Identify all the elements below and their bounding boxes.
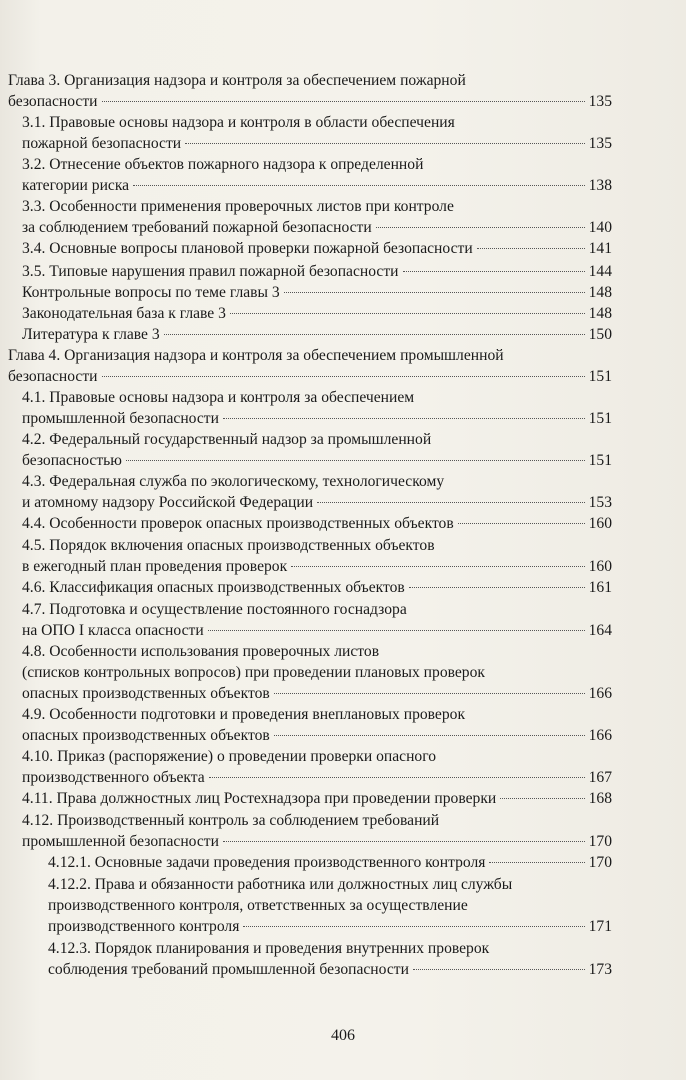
toc-entry-last-line: [22, 450, 612, 471]
page-number: 406: [331, 1027, 355, 1044]
toc-entry: [22, 577, 612, 598]
toc-entry-text: 4.5. Порядок включения опасных производственных объектов: [22, 537, 435, 554]
toc-entry-last-line: [22, 513, 612, 534]
toc-entry-text: 3.3. Особенности применения проверочных листов при контроле: [22, 198, 454, 215]
toc-entry-text: 4.11. Права должностных лиц Ростехнадзора при проведении проверки: [22, 790, 497, 807]
toc-entry: [22, 788, 612, 809]
toc-entry: [22, 641, 612, 704]
toc-entry: [48, 938, 612, 980]
dot-leader: [185, 143, 584, 144]
toc-entry-last-line: [22, 620, 612, 641]
toc-entry-text: пожарной безопасности: [22, 135, 182, 152]
toc-entry-text: 4.12.2. Права и обязанности работника или должностных лиц службы: [48, 876, 513, 893]
toc-page-number: 170: [588, 833, 612, 850]
toc-page-number: 160: [588, 558, 612, 575]
toc-entry-last-line: [22, 133, 612, 154]
toc-entry-text: Контрольные вопросы по теме главы 3: [22, 284, 280, 301]
toc-entry-text: 4.3. Федеральная служба по экологическому, технологическому: [22, 473, 445, 490]
toc-entry-text: соблюдения требований промышленной безопасности: [48, 961, 409, 978]
toc-entry-text: за соблюдением требований пожарной безопасности: [22, 219, 372, 236]
toc-page-number: 148: [588, 284, 612, 301]
toc-entry-text: Законодательная база к главе 3: [22, 305, 226, 322]
toc-entry-text: Глава 4. Организация надзора и контроля за обеспечением промышленной: [8, 347, 504, 364]
toc-entry: [22, 429, 612, 471]
dot-leader: [489, 862, 584, 863]
dot-leader: [274, 735, 585, 736]
toc-page-number: 167: [588, 769, 612, 786]
dot-leader: [243, 926, 584, 927]
dot-leader: [284, 292, 585, 293]
toc-entry-text: производственного объекта: [22, 769, 205, 786]
toc-page-number: 135: [588, 135, 612, 152]
toc-entry-text: 3.4. Основные вопросы плановой проверки пожарной безопасности: [22, 240, 473, 257]
toc-entry-last-line: [48, 852, 612, 873]
toc-entry: [22, 387, 612, 429]
toc-entry-text: 4.2. Федеральный государственный надзор за промышленной: [22, 431, 432, 448]
toc-entry-last-line: [22, 324, 612, 345]
toc-entry-text: Литература к главе 3: [22, 326, 160, 343]
dot-leader: [500, 798, 584, 799]
dot-leader: [376, 227, 585, 228]
toc-page-number: 151: [588, 410, 612, 427]
toc-entry-text: 4.8. Особенности использования проверочных листов: [22, 643, 380, 660]
dot-leader: [317, 502, 585, 503]
toc-page-number: 151: [588, 368, 612, 385]
toc-page-number: 144: [588, 263, 612, 280]
toc-entry-last-line: [48, 916, 612, 937]
toc-entry-text: производственного контроля: [48, 918, 240, 935]
toc-entry: [22, 599, 612, 641]
toc-page-number: 168: [588, 790, 612, 807]
toc-entry-last-line: [22, 725, 612, 746]
dot-leader: [477, 248, 585, 249]
toc-page-number: 171: [588, 918, 612, 935]
toc-entry-last-line: [8, 366, 612, 387]
dot-leader: [223, 841, 585, 842]
toc-entry: [8, 345, 612, 387]
toc-entry: [22, 261, 612, 282]
toc-entry-last-line: [22, 303, 612, 324]
toc-entry-text: 4.7. Подготовка и осуществление постоянного госнадзора: [22, 601, 407, 618]
toc-entry-text: в ежегодный план проведения проверок: [22, 558, 288, 575]
toc-page-number: 160: [588, 515, 612, 532]
toc-entry-text: промышленной безопасности: [22, 833, 219, 850]
toc-entry: [22, 196, 612, 238]
toc-entry-text: промышленной безопасности: [22, 410, 219, 427]
toc-entry-text: 3.5. Типовые нарушения правил пожарной безопасности: [22, 263, 399, 280]
toc-entry-text: 4.6. Классификация опасных производственных объектов: [22, 579, 405, 596]
toc-entry: [22, 282, 612, 303]
toc-page-number: 161: [588, 579, 612, 596]
toc-entry-last-line: [22, 767, 612, 788]
toc-entry-last-line: [22, 238, 612, 259]
toc-entry: [22, 324, 612, 345]
toc-page-number: 138: [588, 177, 612, 194]
toc-entry-text: безопасности: [8, 368, 98, 385]
toc-entry: [22, 303, 612, 324]
toc-entry: [22, 704, 612, 746]
toc-entry-text: 4.9. Особенности подготовки и проведения внеплановых проверок: [22, 706, 466, 723]
toc-entry-text: на ОПО I класса опасности: [22, 622, 204, 639]
toc-entry-last-line: [22, 408, 612, 429]
toc-entry: [22, 810, 612, 852]
toc-entry-text: 4.12. Производственный контроль за соблюдением требований: [22, 812, 440, 829]
toc-entry-last-line: [8, 91, 612, 112]
toc-entry: [48, 852, 612, 873]
toc-entry-last-line: [22, 261, 612, 282]
toc-page-number: 166: [588, 685, 612, 702]
toc-entry-last-line: [22, 577, 612, 598]
toc-entry-text: безопасностью: [22, 452, 122, 469]
dot-leader: [230, 313, 585, 314]
dot-leader: [208, 630, 585, 631]
dot-leader: [102, 101, 585, 102]
toc-page-number: 148: [588, 305, 612, 322]
dot-leader: [458, 523, 585, 524]
toc-entry: [22, 154, 612, 196]
toc-page-number: 170: [588, 854, 612, 871]
toc-entry-text: опасных производственных объектов: [22, 727, 270, 744]
toc-entry-text: опасных производственных объектов: [22, 685, 270, 702]
toc-entry-last-line: [22, 556, 612, 577]
toc-entry-last-line: [22, 282, 612, 303]
toc-entry-last-line: [48, 959, 612, 980]
toc-entry-text: 4.12.3. Порядок планирования и проведения внутренних проверок: [48, 940, 490, 957]
dot-leader: [209, 777, 585, 778]
toc-entry-text: 4.12.1. Основные задачи проведения производственного контроля: [48, 854, 486, 871]
toc-page-number: 150: [588, 326, 612, 343]
toc-entry-text: 3.1. Правовые основы надзора и контроля в области обеспечения: [22, 114, 455, 131]
toc-entry: [22, 238, 612, 259]
dot-leader: [291, 566, 584, 567]
toc-entry-text: производственного контроля, ответственных за осуществление: [48, 897, 468, 914]
dot-leader: [403, 271, 585, 272]
toc-entry-text: (списков контрольных вопросов) при проведении плановых проверок: [22, 664, 485, 681]
toc-entry-text: безопасности: [8, 93, 98, 110]
dot-leader: [413, 969, 585, 970]
toc-entry-text: 4.10. Приказ (распоряжение) о проведении проверки опасного: [22, 748, 437, 765]
toc-entry-text: 3.2. Отнесение объектов пожарного надзора к определенной: [22, 156, 424, 173]
toc-page-number: 140: [588, 219, 612, 236]
toc-entry-last-line: [22, 492, 612, 513]
toc-entry: [8, 70, 612, 112]
toc-entry-last-line: [22, 788, 612, 809]
toc-page-number: 135: [588, 93, 612, 110]
toc-entry-text: и атомному надзору Российской Федерации: [22, 494, 314, 511]
toc-entry: [22, 746, 612, 788]
toc-entry-text: категории риска: [22, 177, 130, 194]
dot-leader: [133, 185, 585, 186]
toc-entry-text: 4.1. Правовые основы надзора и контроля за обеспечением: [22, 389, 415, 406]
toc-entry-text: 4.4. Особенности проверок опасных производственных объектов: [22, 515, 454, 532]
toc-entry-text: Глава 3. Организация надзора и контроля за обеспечением пожарной: [8, 72, 466, 89]
toc-entry-last-line: [22, 831, 612, 852]
toc-entry: [22, 112, 612, 154]
toc-entry-last-line: [22, 175, 612, 196]
dot-leader: [409, 587, 585, 588]
dot-leader: [102, 376, 585, 377]
toc-entry-last-line: [22, 683, 612, 704]
toc-entry: [22, 535, 612, 577]
toc-page-number: 151: [588, 452, 612, 469]
toc-entry: [48, 874, 612, 937]
toc-page-number: 141: [588, 240, 612, 257]
toc-entry-last-line: [22, 217, 612, 238]
dot-leader: [126, 460, 585, 461]
toc-entry: [22, 513, 612, 534]
toc-page-number: 153: [588, 494, 612, 511]
dot-leader: [274, 693, 585, 694]
toc-page-number: 166: [588, 727, 612, 744]
toc-page-number: 173: [588, 961, 612, 978]
dot-leader: [164, 334, 585, 335]
toc-page-number: 164: [588, 622, 612, 639]
dot-leader: [223, 418, 585, 419]
toc-entry: [22, 471, 612, 513]
